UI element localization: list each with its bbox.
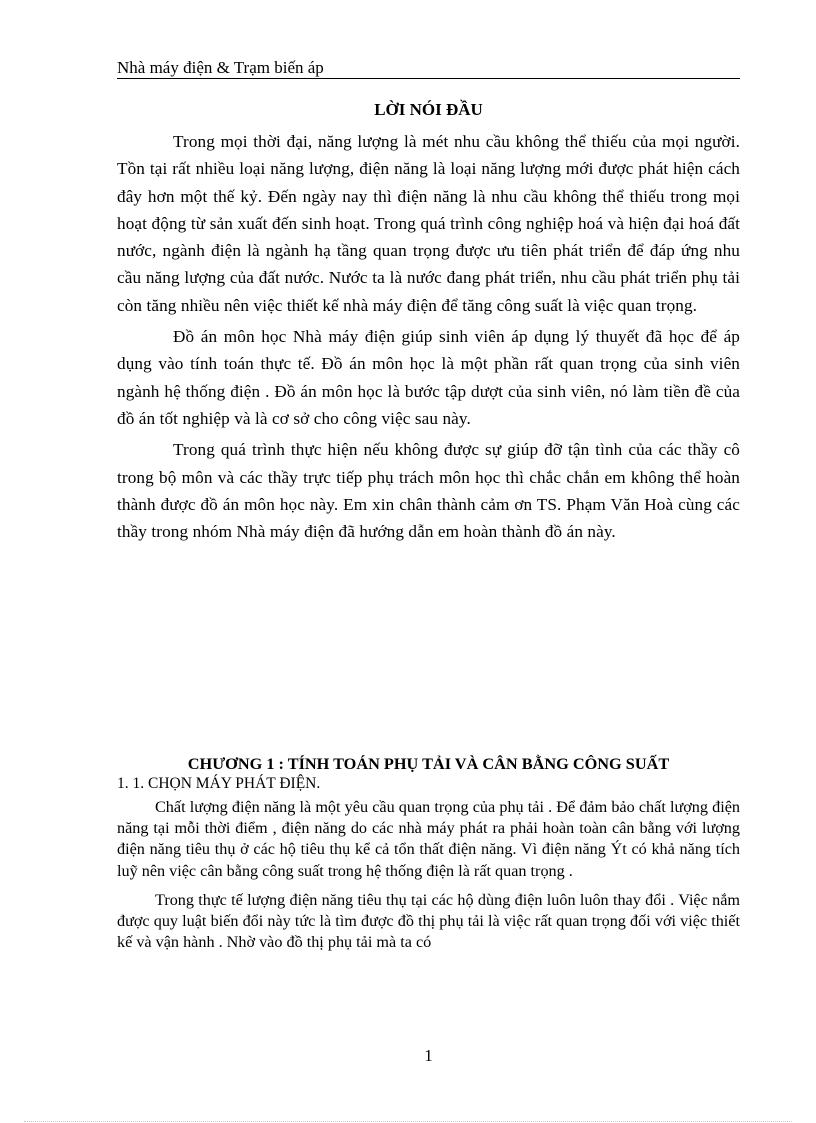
page-bottom-divider [24, 1121, 792, 1122]
chapter-paragraph: Trong thực tế lượng điện năng tiêu thụ tại các hộ dùng điện luôn luôn thay đổi . Việc nắm được quy luật biến đổi này tức là tìm được đồ thị phụ tải là việc rất quan trọng đối với việc thiết kế và vận hành . Nhờ vào đồ thị phụ tải mà ta có [117, 890, 740, 952]
section-title: 1. 1. CHỌN MÁY PHÁT ĐIỆN. [117, 775, 321, 792]
page-number: 1 [424, 1046, 433, 1065]
foreword-body [117, 128, 740, 549]
foreword-paragraph: Đồ án môn học Nhà máy điện giúp sinh viên áp dụng lý thuyết đã học để áp dụng vào tính toán thực tế. Đồ án môn học là một phần rất quan trọng của sinh viên ngành hệ thống điện . Đồ án môn học là bước tập dượt của sinh viên, nó làm tiền đề của đồ án tốt nghiệp và là cơ sở cho công việc sau này. [117, 327, 740, 428]
running-header: Nhà máy điện & Trạm biến áp [117, 58, 740, 79]
chapter-paragraph: Chất lượng điện năng là một yêu cầu quan trọng của phụ tải . Để đảm bảo chất lượng điện năng tại mỗi thời điểm , điện năng do các nhà máy phát ra phải hoàn toàn cân bằng với lượng điện năng tiêu thụ ở các hộ tiêu thụ kể cả tổn thất điện năng. Vì điện năng Ýt có khả năng tích luỹ nên việc cân bằng công suất trong hệ thống điện là rất quan trọng . [117, 798, 740, 880]
chapter-body [117, 797, 740, 961]
foreword-title: LỜI NÓI ĐẦU [374, 100, 483, 119]
foreword-paragraph: Trong mọi thời đại, năng lượng là mét nhu cầu không thể thiếu của mọi người. Tồn tại rất nhiều loại năng lượng, điện năng là loại năng lượng mới được phát hiện cách đây hơn một thế kỷ. Đến ngày nay thì điện năng là nhu cầu không thể thiếu trong mọi hoạt động từ sản xuất đến sinh hoạt. Trong quá trình công nghiệp hoá và hiện đại hoá đất nước, ngành điện là ngành hạ tầng quan trọng được ưu tiên phát triển để đáp ứng nhu cầu năng lượng của đất nước. Nước ta là nước đang phát triển, nhu cầu phát triển phụ tải còn tăng nhiều nên việc thiết kế nhà máy điện để tăng công suất là việc quan trọng. [117, 132, 740, 315]
foreword-paragraph: Trong quá trình thực hiện nếu không được sự giúp đỡ tận tình của các thầy cô trong bộ môn và các thầy trực tiếp phụ trách môn học thì chắc chắn em không thể hoàn thành được đồ án môn học này. Em xin chân thành cảm ơn TS. Phạm Văn Hoà cùng các thầy trong nhóm Nhà máy điện đã hướng dẫn em hoàn thành đồ án này. [117, 440, 740, 542]
chapter-title: CHƯƠNG 1 : TÍNH TOÁN PHỤ TẢI VÀ CÂN BẰNG CÔNG SUẤT [187, 754, 670, 773]
